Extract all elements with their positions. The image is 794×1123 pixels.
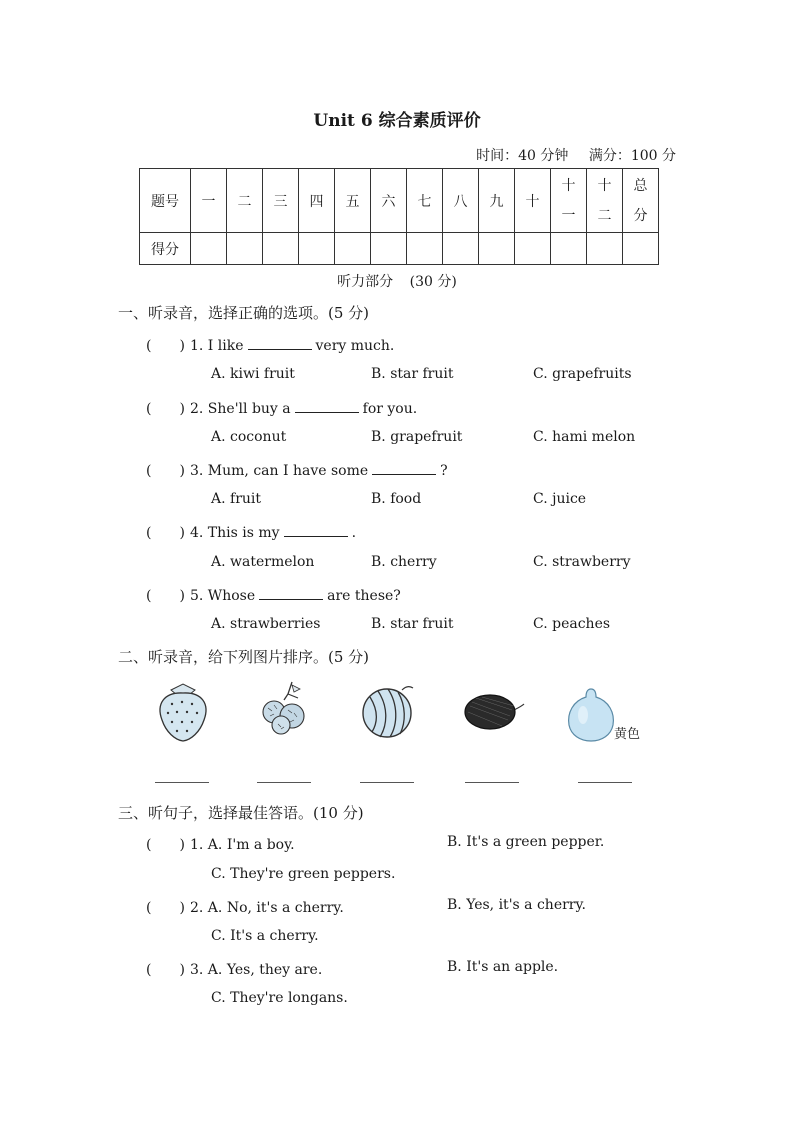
score-cell[interactable] xyxy=(263,233,299,265)
score-table-score-row xyxy=(140,233,659,265)
col-12-bottom: 二 xyxy=(597,207,612,224)
score-cell[interactable] xyxy=(335,233,371,265)
col-4: 四 xyxy=(299,169,335,233)
score-cell[interactable] xyxy=(191,233,227,265)
score-table xyxy=(139,168,659,265)
col-total-bottom: 分 xyxy=(633,207,648,224)
s3-q2-option-b: B. Yes, it's a cherry. xyxy=(447,897,586,913)
s1-question-5 xyxy=(146,585,401,605)
fill-blank[interactable] xyxy=(372,462,436,475)
col-12-top: 十 xyxy=(597,177,612,194)
score-label-cell: 得分 xyxy=(140,233,191,265)
s3-question-2 xyxy=(146,897,344,917)
section-1-heading: 一、听录音，选择正确的选项。(5 分) xyxy=(118,304,370,322)
score-cell[interactable] xyxy=(371,233,407,265)
color-note: 黄色 xyxy=(614,727,641,742)
q-text-post: very much. xyxy=(315,338,395,354)
col-12 xyxy=(587,169,623,233)
time-label: 时间：40 分钟 xyxy=(476,148,569,164)
score-cell[interactable] xyxy=(551,233,587,265)
dark-melon-icon xyxy=(462,690,526,738)
col-6: 六 xyxy=(371,169,407,233)
col-9: 九 xyxy=(479,169,515,233)
s3-q3-option-b: B. It's an apple. xyxy=(447,959,559,975)
s1-q5-option-b: B. star fruit xyxy=(371,616,454,632)
col-5: 五 xyxy=(335,169,371,233)
order-blank-3[interactable] xyxy=(360,782,414,783)
order-blank-1[interactable] xyxy=(155,782,209,783)
q-text-pre: 3. Mum, can I have some xyxy=(190,463,369,479)
s1-question-3 xyxy=(146,460,448,480)
listening-part-label: 听力部分 xyxy=(337,274,394,290)
col-2: 二 xyxy=(227,169,263,233)
page-title: Unit 6 综合素质评价 xyxy=(313,111,481,131)
score-cell[interactable] xyxy=(515,233,551,265)
fill-blank[interactable] xyxy=(248,337,312,350)
col-total-top: 总 xyxy=(633,177,648,194)
s1-q3-option-b: B. food xyxy=(371,491,422,507)
score-cell[interactable] xyxy=(407,233,443,265)
s1-question-1 xyxy=(146,335,394,355)
q-text-post: for you. xyxy=(362,401,418,417)
answer-paren[interactable]: ( ) xyxy=(146,401,185,417)
listening-part-heading xyxy=(0,271,794,291)
s3-q2-option-a: 2. A. No, it's a cherry. xyxy=(190,900,344,916)
score-label: 满分：100 分 xyxy=(588,148,676,164)
answer-paren[interactable]: ( ) xyxy=(146,900,185,916)
score-cell[interactable] xyxy=(227,233,263,265)
s3-q1-option-a: 1. A. I'm a boy. xyxy=(190,837,295,853)
s1-q5-option-a: A. strawberries xyxy=(211,616,321,632)
answer-paren[interactable]: ( ) xyxy=(146,588,185,604)
s3-q1-option-b: B. It's a green pepper. xyxy=(447,834,605,850)
s3-q3-option-c: C. They're longans. xyxy=(211,990,348,1006)
watermelon-icon xyxy=(358,682,418,744)
s1-q2-option-c: C. hami melon xyxy=(533,429,636,445)
lychee-icon xyxy=(254,680,314,744)
section-2-heading: 二、听录音，给下列图片排序。(5 分) xyxy=(118,648,370,666)
s1-q2-option-b: B. grapefruit xyxy=(371,429,463,445)
s1-q2-option-a: A. coconut xyxy=(211,429,287,445)
grapefruit-icon xyxy=(565,685,617,747)
order-blank-4[interactable] xyxy=(465,782,519,783)
score-cell[interactable] xyxy=(587,233,623,265)
s1-q1-option-a: A. kiwi fruit xyxy=(211,366,295,382)
col-total xyxy=(623,169,659,233)
s1-q3-option-a: A. fruit xyxy=(211,491,262,507)
s1-q4-option-b: B. cherry xyxy=(371,554,437,570)
fill-blank[interactable] xyxy=(295,400,359,413)
col-3: 三 xyxy=(263,169,299,233)
s1-q4-option-c: C. strawberry xyxy=(533,554,631,570)
s3-question-3 xyxy=(146,959,322,979)
q-text-pre: 4. This is my xyxy=(190,525,280,541)
s3-q1-option-c: C. They're green peppers. xyxy=(211,866,396,882)
col-7: 七 xyxy=(407,169,443,233)
score-cell[interactable] xyxy=(479,233,515,265)
s3-question-1 xyxy=(146,834,295,854)
s1-question-2 xyxy=(146,398,417,418)
answer-paren[interactable]: ( ) xyxy=(146,463,185,479)
q-text-post: . xyxy=(351,525,357,541)
col-10: 十 xyxy=(515,169,551,233)
answer-paren[interactable]: ( ) xyxy=(146,525,185,541)
col-8: 八 xyxy=(443,169,479,233)
s3-q3-option-a: 3. A. Yes, they are. xyxy=(190,962,323,978)
order-blank-5[interactable] xyxy=(578,782,632,783)
score-cell[interactable] xyxy=(299,233,335,265)
q-text-pre: 1. I like xyxy=(190,338,244,354)
s1-q1-option-b: B. star fruit xyxy=(371,366,454,382)
listening-part-points: (30 分) xyxy=(409,274,457,290)
s1-q3-option-c: C. juice xyxy=(533,491,587,507)
s1-q5-option-c: C. peaches xyxy=(533,616,611,632)
s1-question-4 xyxy=(146,522,356,542)
time-info xyxy=(476,145,676,165)
s1-q1-option-c: C. grapefruits xyxy=(533,366,632,382)
answer-paren[interactable]: ( ) xyxy=(146,837,185,853)
order-blank-2[interactable] xyxy=(257,782,311,783)
fill-blank[interactable] xyxy=(284,524,348,537)
score-cell[interactable] xyxy=(443,233,479,265)
fill-blank[interactable] xyxy=(259,587,323,600)
question-number-label: 题号 xyxy=(140,169,191,233)
strawberry-icon xyxy=(154,682,212,748)
col-11-top: 十 xyxy=(561,177,576,194)
score-cell[interactable] xyxy=(623,233,659,265)
col-1: 一 xyxy=(191,169,227,233)
q-text-pre: 5. Whose xyxy=(190,588,256,604)
q-text-post: ? xyxy=(440,463,448,479)
answer-paren[interactable]: ( ) xyxy=(146,962,185,978)
answer-paren[interactable]: ( ) xyxy=(146,338,185,354)
q-text-post: are these? xyxy=(327,588,401,604)
s1-q4-option-a: A. watermelon xyxy=(211,554,315,570)
section-3-heading: 三、听句子，选择最佳答语。(10 分) xyxy=(118,804,364,822)
q-text-pre: 2. She'll buy a xyxy=(190,401,291,417)
col-11-bottom: 一 xyxy=(561,207,576,224)
score-table-header-row xyxy=(140,169,659,233)
col-11 xyxy=(551,169,587,233)
s3-q2-option-c: C. It's a cherry. xyxy=(211,928,319,944)
